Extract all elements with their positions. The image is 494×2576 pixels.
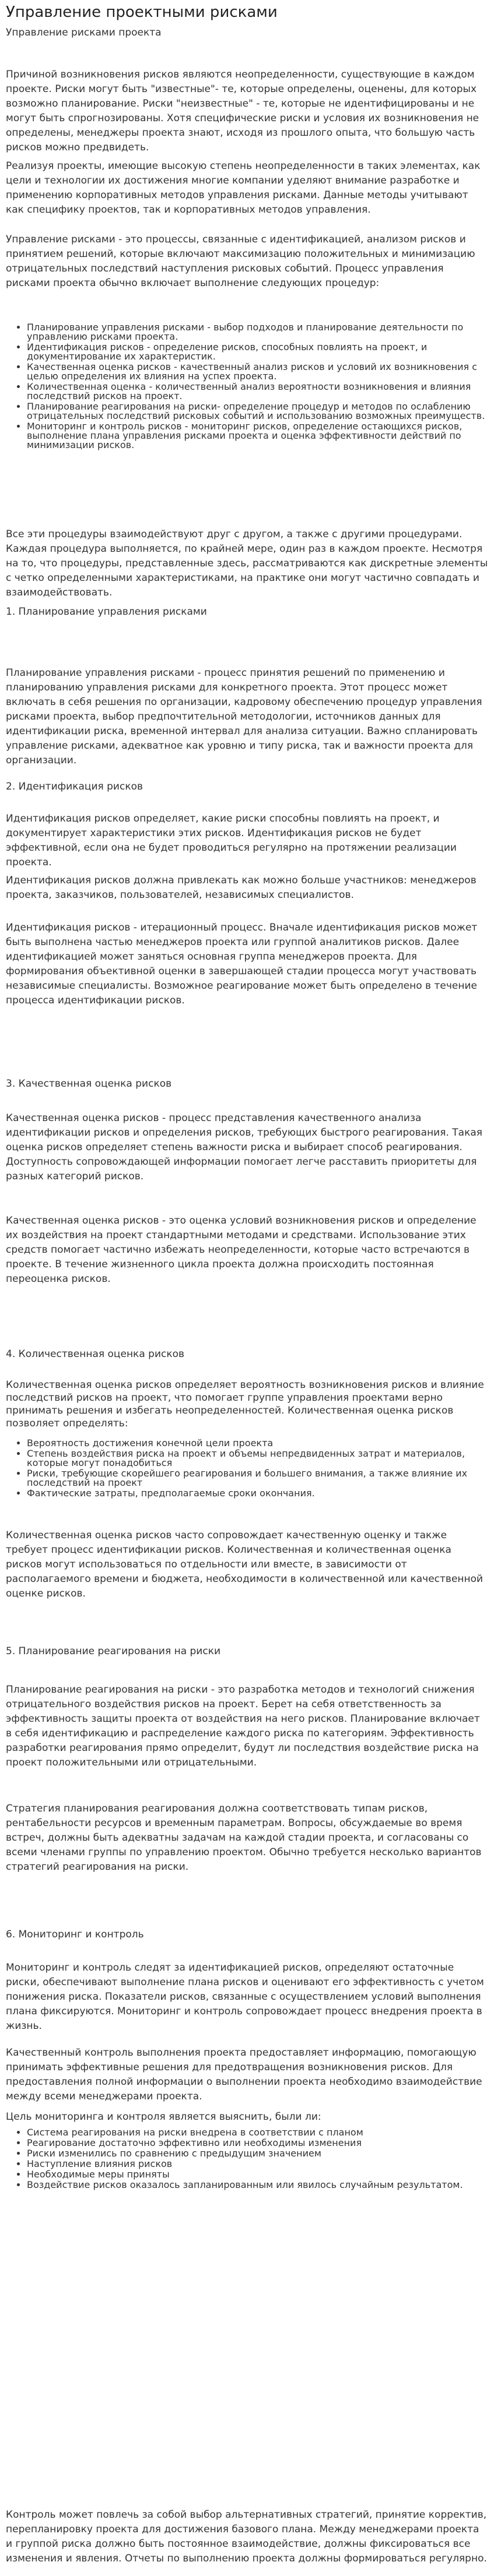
list-item: • Мониторинг и контроль рисков - мониторинг рисков, определение остающихся рисков, выполнение плана управления рисками проекта и оценка эффективности действий по минимизации рисков. bbox=[27, 422, 494, 450]
monitoring-list bbox=[6, 2128, 494, 2191]
list-item: • Планирование управления рисками - выбор подходов и планирование деятельности по управлению рисками проекта. bbox=[27, 323, 494, 341]
intro-paragraph-3: Управление рисками - это процессы, связанные с идентификацией, анализом рисков и принятием решений, которые включают максимизацию положительных и минимизацию отрицательных последствий наступления рисковых событий. Процесс управления рисками проекта обычно включает выполнение следующих процедур: bbox=[6, 234, 475, 289]
interaction-paragraph: Все эти процедуры взаимодействуют друг с другом, а также с другими процедурами. Каждая процедура выполняется, по крайней мере, один раз в каждом проекте. Несмотря на то, что процедуры, представленные здесь, рассматриваются как дискретные элементы с четко определенными характеристиками, на практике они могут частично совпадать и взаимодействовать. bbox=[6, 528, 488, 598]
section-2-paragraph-3: Идентификация рисков - итерационный процесс. Вначале идентификация рисков может быть выполнена частью менеджеров проекта или группой аналитиков рисков. Далее идентификацией может заняться основная группа менеджеров проекта. Для формирования объективной оценки в завершающей стадии процесса могут участвовать независимые специалисты. Возможное реагирование может быть определено в течение процесса идентификации рисков. bbox=[6, 922, 478, 1006]
page-subtitle: Управление рисками проекта bbox=[6, 27, 162, 38]
list-item: • Качественная оценка рисков - качественный анализ рисков и условий их возникновения с целью определения их влияния на успех проекта. bbox=[27, 362, 494, 381]
section-1-paragraph: Планирование управления рисками - процесс принятия решений по применению и планированию управления рисками для конкретного проекта. Этот процесс может включать в себя решения по организации, кадровому обеспечению процедур управления рисками проекта, выбор предпочтительной методологии, источников данных для идентификации риска, временной интервал для анализа ситуации. Важно спланировать управление рисками, адекватное как уровню и типу риска, так и важности проекта для организации. bbox=[6, 667, 482, 766]
list-item: • Реагирование достаточно эффективно или необходимы изменения bbox=[27, 2138, 494, 2148]
section-heading-6: 6. Мониторинг и контроль bbox=[6, 1929, 144, 1940]
list-item: • Риски изменились по сравнению с предыдущим значением bbox=[27, 2149, 494, 2158]
section-5-paragraph-2: Стратегия планирования реагирования должна соответствовать типам рисков, рентабельности ресурсов и временным параметрам. Вопросы, обсуждаемые во время встреч, должны быть адекватны задачам на каждой стадии проекта, и согласованы со всеми членами группы по управлению проектом. Обычно требуется несколько вариантов стратегий реагирования на риски. bbox=[6, 1803, 482, 1873]
quantitative-list bbox=[6, 1439, 494, 1499]
section-3-paragraph-2: Качественная оценка рисков - это оценка условий возникновения рисков и определение их воздействия на проект стандартными методами и средствами. Использование этих средств помогает частично избежать неопределенности, которые часто встречаются в проекте. В течение жизненного цикла проекта должна происходить постоянная переоценка рисков. bbox=[6, 1215, 477, 1285]
list-item: • Наступление влияния рисков bbox=[27, 2159, 494, 2169]
list-item: • Воздействие рисков оказалось запланированным или явилось случайным результатом. bbox=[27, 2180, 494, 2190]
list-item: • Идентификация рисков - определение рисков, способных повлиять на проект, и документирование их характеристик. bbox=[27, 343, 494, 361]
list-item: • Количественная оценка - количественный анализ вероятности возникновения и влияния последствий рисков на проект. bbox=[27, 382, 494, 401]
section-heading-1: 1. Планирование управления рисками bbox=[6, 606, 207, 618]
section-6-paragraph-3: Цель мониторинга и контроля является выяснить, были ли: bbox=[6, 2111, 321, 2123]
list-item: • Фактические затраты, предполагаемые сроки окончания. bbox=[27, 1489, 494, 1498]
list-item: • Вероятность достижения конечной цели проекта bbox=[27, 1439, 494, 1448]
section-6-paragraph-1: Мониторинг и контроль следят за идентификацией рисков, определяют остаточные риски, обеспечивают выполнение плана рисков и оценивают его эффективность с учетом понижения риска. Показатели рисков, связанные с осуществлением условий выполнения плана фиксируются. Мониторинг и контроль сопровождает процесс внедрения проекта в жизнь. bbox=[6, 1962, 484, 2032]
section-3-paragraph-1: Качественная оценка рисков - процесс представления качественного анализа идентификации рисков и определения рисков, требующих быстрого реагирования. Такая оценка рисков определяет степень важности риска и выбирает способ реагирования. Доступность сопровождающей информации помогает легче расставить приоритеты для разных категорий рисков. bbox=[6, 1112, 482, 1182]
section-6-paragraph-2: Качественный контроль выполнения проекта предоставляет информацию, помогающую принимать эффективные решения для предотвращения возникновения рисков. Для предоставления полной информации о выполнении проекта необходимо взаимодействие между всеми менеджерами проекта. bbox=[6, 2047, 482, 2102]
section-heading-5: 5. Планирование реагирования на риски bbox=[6, 1645, 221, 1657]
section-heading-3: 3. Качественная оценка рисков bbox=[6, 1078, 172, 1090]
section-heading-2: 2. Идентификация рисков bbox=[6, 781, 143, 792]
section-2-paragraph-1: Идентификация рисков определяет, какие риски способны повлиять на проект, и документирует характеристики этих рисков. Идентификация рисков не будет эффективной, если она не будет проводиться регулярно на протяжении реализации проекта. bbox=[6, 813, 457, 868]
procedures-list bbox=[6, 323, 494, 451]
list-item: • Система реагирования на риски внедрена в соответствии с планом bbox=[27, 2128, 494, 2137]
intro-paragraph-2: Реализуя проекты, имеющие высокую степень неопределенности в таких элементах, как цели и технологии их достижения многие компании уделяют внимание разработке и применению корпоративных методов управления рисками. Данные методы учитывают как специфику проектов, так и корпоративных методов управления. bbox=[6, 160, 481, 216]
section-4-paragraph-2: Количественная оценка рисков часто сопровождает качественную оценку и также требует процесс идентификации рисков. Количественная и количественная оценка рисков могут использоваться по отдельности или вместе, в зависимости от располагаемого времени и бюджета, необходимости в количественной или качественной оценке рисков. bbox=[6, 1530, 484, 1599]
section-5-paragraph-1: Планирование реагирования на риски - это разработка методов и технологий снижения отрицательного воздействия рисков на проект. Берет на себя ответственность за эффективность защиты проекта от воздействия на него рисков. Планирование включает в себя идентификацию и распределение каждого риска по категориям. Эффективность разработки реагирования прямо определит, будут ли последствия воздействие риска на проект положительными или отрицательными. bbox=[6, 1684, 480, 1768]
list-item: • Планирование реагирования на риски- определение процедур и методов по ослаблению отрицательных последствий рисковых событий и использованию возможных преимуществ. bbox=[27, 402, 494, 421]
section-2-paragraph-2: Идентификация рисков должна привлекать как можно больше участников: менеджеров проекта, заказчиков, пользователей, независимых специалистов. bbox=[6, 875, 477, 901]
section-6-paragraph-4: Контроль может повлечь за собой выбор альтернативных стратегий, принятие корректив, перепланировку проекта для достижения базового плана. Между менеджерами проекта и группой риска должно быть постоянное взаимодействие, должны фиксироваться все изменения и явления. Отчеты по выполнению проекта должны формироваться регулярно. bbox=[6, 2509, 487, 2564]
page-title: Управление проектными рисками bbox=[6, 3, 278, 21]
intro-paragraph-1: Причиной возникновения рисков являются неопределенности, существующие в каждом проекте. Риски могут быть "известные"- те, которые определены, оценены, для которых возможно планирование. Риски "неизвестные" - те, которые не идентифицированы и не могут быть спрогнозированы. Хотя специфические риски и условия их возникновения не определены, менеджеры проекта знают, исходя из прошлого опыта, что большую часть рисков можно предвидеть. bbox=[6, 69, 479, 153]
section-heading-4: 4. Количественная оценка рисков bbox=[6, 1348, 185, 1360]
list-item: • Степень воздействия риска на проект и объемы непредвиденных затрат и материалов, которые могут понадобиться bbox=[27, 1449, 494, 1468]
section-4-paragraph-1: Количественная оценка рисков определяет вероятность возникновения рисков и влияние последствий рисков на проект, что помогает группе управления проектами верно принимать решения и избегать неопределенностей. Количественная оценка рисков позволяет определять: bbox=[6, 1379, 484, 1429]
list-item: • Необходимые меры приняты bbox=[27, 2170, 494, 2179]
list-item: • Риски, требующие скорейшего реагирования и большего внимания, а также влияние их последствий на проект bbox=[27, 1469, 494, 1488]
